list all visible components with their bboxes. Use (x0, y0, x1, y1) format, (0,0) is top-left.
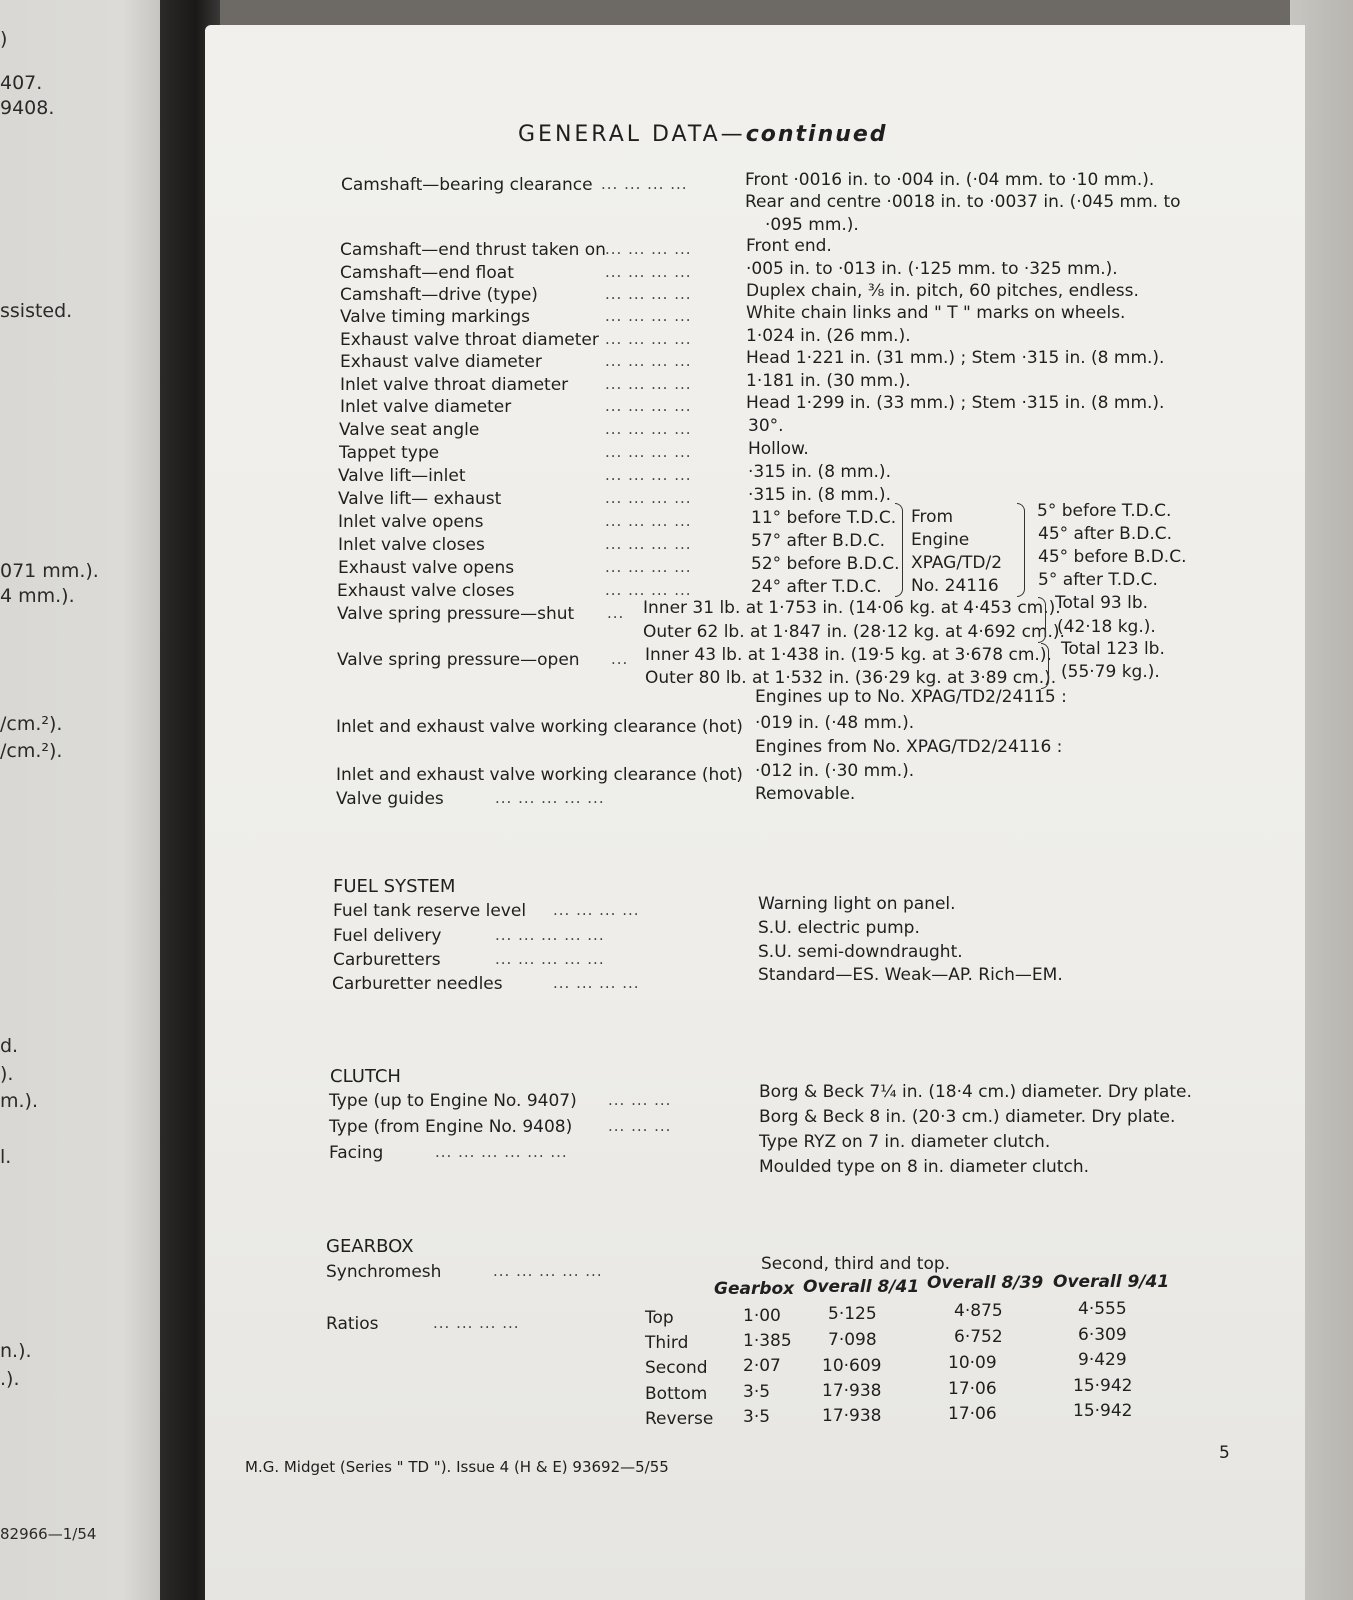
spec-value: ·095 mm.). (765, 215, 859, 235)
fuel-label: Carburetters (333, 950, 441, 970)
section-heading-fuel: FUEL SYSTEM (333, 876, 456, 897)
timing-label: Inlet valve opens (338, 512, 484, 532)
ratio-value: 5·125 (828, 1304, 877, 1324)
dot-leader: ... (607, 604, 625, 622)
ratio-value: 10·09 (948, 1353, 997, 1373)
spring-shut-label: Valve spring pressure—shut (337, 604, 575, 624)
ratio-value: 15·942 (1073, 1376, 1133, 1396)
clutch-label: Facing (329, 1143, 384, 1163)
ratio-value: 10·609 (822, 1356, 882, 1376)
dot-leader: ... ... ... ... (605, 489, 692, 507)
gear-name: Reverse (645, 1409, 714, 1429)
spec-value: 30°. (748, 416, 784, 436)
ratio-value: 6·752 (954, 1327, 1003, 1347)
clearance-note: Engines up to No. XPAG/TD2/24115 : (755, 687, 1067, 707)
dot-leader: ... (611, 650, 629, 668)
clutch-value: Type RYZ on 7 in. diameter clutch. (759, 1132, 1051, 1152)
brace (1038, 597, 1046, 643)
dot-leader: ... ... ... ... (553, 901, 640, 919)
spec-value: Rear and centre ·0018 in. to ·0037 in. (·045 mm. to (745, 192, 1181, 212)
dot-leader: ... ... ... ... (553, 974, 640, 992)
fuel-value: S.U. semi-downdraught. (758, 942, 963, 962)
ratio-value: 3·5 (743, 1407, 771, 1427)
dot-leader: ... ... ... ... (433, 1314, 520, 1332)
ratio-column-header: Overall 8/41 (803, 1277, 920, 1297)
spec-value: White chain links and " T " marks on wheels. (746, 303, 1126, 323)
timing-value: 52° before B.D.C. (751, 554, 900, 574)
spec-value: ·315 in. (8 mm.). (748, 462, 891, 482)
gearbox-label: Ratios (326, 1314, 379, 1334)
left-page-fragment: ) (0, 28, 8, 50)
timing-label: Exhaust valve closes (337, 581, 515, 601)
spec-label: Exhaust valve diameter (340, 352, 542, 372)
spec-label: Valve seat angle (339, 420, 480, 440)
spec-label: Tappet type (339, 443, 440, 463)
spec-value: Removable. (755, 784, 856, 804)
dot-leader: ... ... ... ... ... (493, 1262, 603, 1280)
timing-value: 5° after T.D.C. (1038, 570, 1158, 590)
page-number: 5 (1219, 1443, 1230, 1463)
spring-total-kg: (42·18 kg.). (1057, 617, 1156, 637)
left-page-fragment: 4 mm.). (0, 585, 75, 607)
left-page-fragment: 407. (0, 72, 43, 94)
spec-value: 1·181 in. (30 mm.). (746, 371, 911, 391)
left-page-fragment: /cm.²). (0, 740, 63, 762)
dot-leader: ... ... ... ... (605, 263, 692, 281)
spring-inner: Inner 31 lb. at 1·753 in. (14·06 kg. at 4·453 cm.). (643, 598, 1061, 618)
dot-leader: ... ... ... ... (605, 330, 692, 348)
clearance-label: Inlet and exhaust valve working clearance (hot) (336, 717, 743, 737)
ratio-value: 6·309 (1078, 1325, 1127, 1345)
dot-leader: ... ... ... ... (605, 443, 692, 461)
spec-value: Hollow. (748, 439, 809, 459)
ratio-value: 7·098 (828, 1330, 877, 1350)
clearance-label: Inlet and exhaust valve working clearance (hot) (336, 765, 743, 785)
brace (895, 503, 903, 597)
left-page-fragment: 9408. (0, 97, 55, 119)
clutch-value: Borg & Beck 8 in. (20·3 cm.) diameter. Dry plate. (759, 1107, 1176, 1127)
left-page-fragment: 82966—1/54 (0, 1525, 97, 1543)
spec-value: Front ·0016 in. to ·004 in. (·04 mm. to ·10 mm.). (745, 170, 1155, 190)
spec-label: Camshaft—bearing clearance (341, 175, 593, 195)
page-title: GENERAL DATA—continued (518, 122, 888, 147)
spec-label: Valve timing markings (340, 307, 530, 327)
ratio-column-header: Gearbox (714, 1279, 795, 1299)
gearbox-value: Second, third and top. (761, 1254, 951, 1274)
spring-total: Total 123 lb. (1061, 639, 1165, 659)
dot-leader: ... ... ... ... (605, 558, 692, 576)
ratio-value: 1·385 (743, 1331, 792, 1351)
timing-label: Exhaust valve opens (338, 558, 515, 578)
timing-value: 5° before T.D.C. (1037, 501, 1172, 521)
dot-leader: ... ... ... (608, 1117, 672, 1135)
spec-label: Camshaft—drive (type) (340, 285, 538, 305)
dot-leader: ... ... ... ... (605, 581, 692, 599)
clearance-note: Engines from No. XPAG/TD2/24116 : (755, 737, 1063, 757)
spec-value: ·005 in. to ·013 in. (·125 mm. to ·325 mm.). (746, 259, 1118, 279)
left-page-fragment: /cm.²). (0, 713, 63, 735)
timing-value: 57° after B.D.C. (751, 531, 885, 551)
fuel-label: Carburetter needles (332, 974, 503, 994)
spec-value: Head 1·221 in. (31 mm.) ; Stem ·315 in. (8 mm.). (746, 348, 1165, 368)
section-heading-gearbox: GEARBOX (326, 1236, 414, 1257)
left-page-fragment: .). (0, 1368, 20, 1390)
right-page (205, 25, 1305, 1600)
dot-leader: ... ... ... ... ... (495, 926, 605, 944)
timing-mid: Engine (911, 530, 970, 550)
dot-leader: ... ... ... ... (601, 175, 688, 193)
dot-leader: ... ... ... ... (605, 512, 692, 530)
dot-leader: ... ... ... ... (605, 535, 692, 553)
dot-leader: ... ... ... ... (605, 420, 692, 438)
ratio-value: 15·942 (1073, 1401, 1133, 1421)
gear-name: Top (645, 1308, 674, 1328)
fuel-value: Warning light on panel. (758, 894, 956, 914)
ratio-value: 17·938 (822, 1406, 882, 1426)
timing-label: Inlet valve closes (338, 535, 485, 555)
ratio-value: 3·5 (743, 1382, 771, 1402)
gear-name: Second (645, 1358, 708, 1378)
timing-value: 45° before B.D.C. (1038, 547, 1187, 567)
ratio-value: 4·875 (954, 1301, 1003, 1321)
ratio-value: 2·07 (743, 1356, 781, 1376)
dot-leader: ... ... ... ... (605, 240, 692, 258)
spec-label: Inlet valve throat diameter (340, 375, 569, 395)
ratio-column-header: Overall 8/39 (927, 1273, 1044, 1293)
timing-value: 11° before T.D.C. (751, 508, 897, 528)
ratio-value: 9·429 (1078, 1350, 1127, 1370)
clutch-value: Moulded type on 8 in. diameter clutch. (759, 1157, 1089, 1177)
left-page-fragment: ssisted. (0, 300, 73, 322)
spring-outer: Outer 80 lb. at 1·532 in. (36·29 kg. at 3·89 cm.). (645, 668, 1057, 688)
gearbox-label: Synchromesh (326, 1262, 442, 1282)
left-page-fragment: l. (0, 1146, 12, 1168)
dot-leader: ... ... ... ... (605, 352, 692, 370)
spec-value: Duplex chain, ⅜ in. pitch, 60 pitches, endless. (746, 281, 1139, 301)
brace (1017, 503, 1025, 597)
brace (1041, 643, 1049, 689)
dot-leader: ... ... ... ... (605, 375, 692, 393)
clearance-value: ·019 in. (·48 mm.). (755, 713, 915, 733)
left-page-fragment: ). (0, 1063, 14, 1085)
spring-inner: Inner 43 lb. at 1·438 in. (19·5 kg. at 3·678 cm.). (645, 645, 1052, 665)
spec-label: Camshaft—end float (340, 263, 514, 283)
ratio-value: 17·06 (948, 1404, 997, 1424)
timing-mid: No. 24116 (911, 576, 999, 596)
left-page-fragment: n.). (0, 1340, 32, 1362)
spec-label: Valve lift—inlet (338, 466, 466, 486)
ratio-value: 17·938 (822, 1381, 882, 1401)
ratio-value: 1·00 (743, 1306, 781, 1326)
spec-label: Valve guides (336, 789, 444, 809)
spec-label: Inlet valve diameter (340, 397, 512, 417)
timing-value: 24° after T.D.C. (751, 577, 882, 597)
gear-name: Bottom (645, 1384, 708, 1404)
spring-total-kg: (55·79 kg.). (1061, 662, 1160, 682)
ratio-column-header: Overall 9/41 (1053, 1272, 1170, 1292)
spring-total: Total 93 lb. (1055, 593, 1149, 613)
spec-label: Camshaft—end thrust taken on (340, 240, 606, 260)
gear-name: Third (645, 1333, 689, 1353)
dot-leader: ... ... ... ... (605, 397, 692, 415)
dot-leader: ... ... ... ... (605, 285, 692, 303)
footer-text: M.G. Midget (Series " TD "). Issue 4 (H & E) 93692—5/55 (245, 1458, 669, 1476)
dot-leader: ... ... ... ... (605, 466, 692, 484)
spec-value: Head 1·299 in. (33 mm.) ; Stem ·315 in. (8 mm.). (746, 393, 1165, 413)
clearance-value: ·012 in. (·30 mm.). (755, 761, 915, 781)
fuel-value: S.U. electric pump. (758, 918, 920, 938)
timing-mid: From (911, 507, 954, 527)
fuel-label: Fuel delivery (333, 926, 442, 946)
spec-value: 1·024 in. (26 mm.). (746, 326, 911, 346)
spring-outer: Outer 62 lb. at 1·847 in. (28·12 kg. at 4·692 cm.). (643, 622, 1065, 642)
dot-leader: ... ... ... ... ... (495, 789, 605, 807)
clutch-value: Borg & Beck 7¼ in. (18·4 cm.) diameter. Dry plate. (759, 1082, 1192, 1102)
left-page-fragment: 071 mm.). (0, 560, 99, 582)
spec-value: Front end. (746, 236, 832, 256)
ratio-value: 4·555 (1078, 1299, 1127, 1319)
dot-leader: ... ... ... ... (605, 307, 692, 325)
timing-mid: XPAG/TD/2 (911, 553, 1003, 573)
timing-value: 45° after B.D.C. (1038, 524, 1172, 544)
left-page-fragment: d. (0, 1035, 19, 1057)
spec-label: Valve lift— exhaust (338, 489, 502, 509)
dot-leader: ... ... ... (608, 1091, 672, 1109)
fuel-label: Fuel tank reserve level (333, 901, 527, 921)
dot-leader: ... ... ... ... ... (495, 950, 605, 968)
clutch-label: Type (from Engine No. 9408) (329, 1117, 573, 1137)
spring-open-label: Valve spring pressure—open (337, 650, 580, 670)
left-page (0, 0, 175, 1600)
spec-label: Exhaust valve throat diameter (340, 330, 599, 350)
clutch-label: Type (up to Engine No. 9407) (329, 1091, 577, 1111)
fuel-value: Standard—ES. Weak—AP. Rich—EM. (758, 965, 1063, 985)
spec-value: ·315 in. (8 mm.). (748, 485, 891, 505)
ratio-value: 17·06 (948, 1379, 997, 1399)
left-page-fragment: m.). (0, 1090, 38, 1112)
section-heading-clutch: CLUTCH (330, 1066, 401, 1087)
dot-leader: ... ... ... ... ... ... (435, 1143, 568, 1161)
